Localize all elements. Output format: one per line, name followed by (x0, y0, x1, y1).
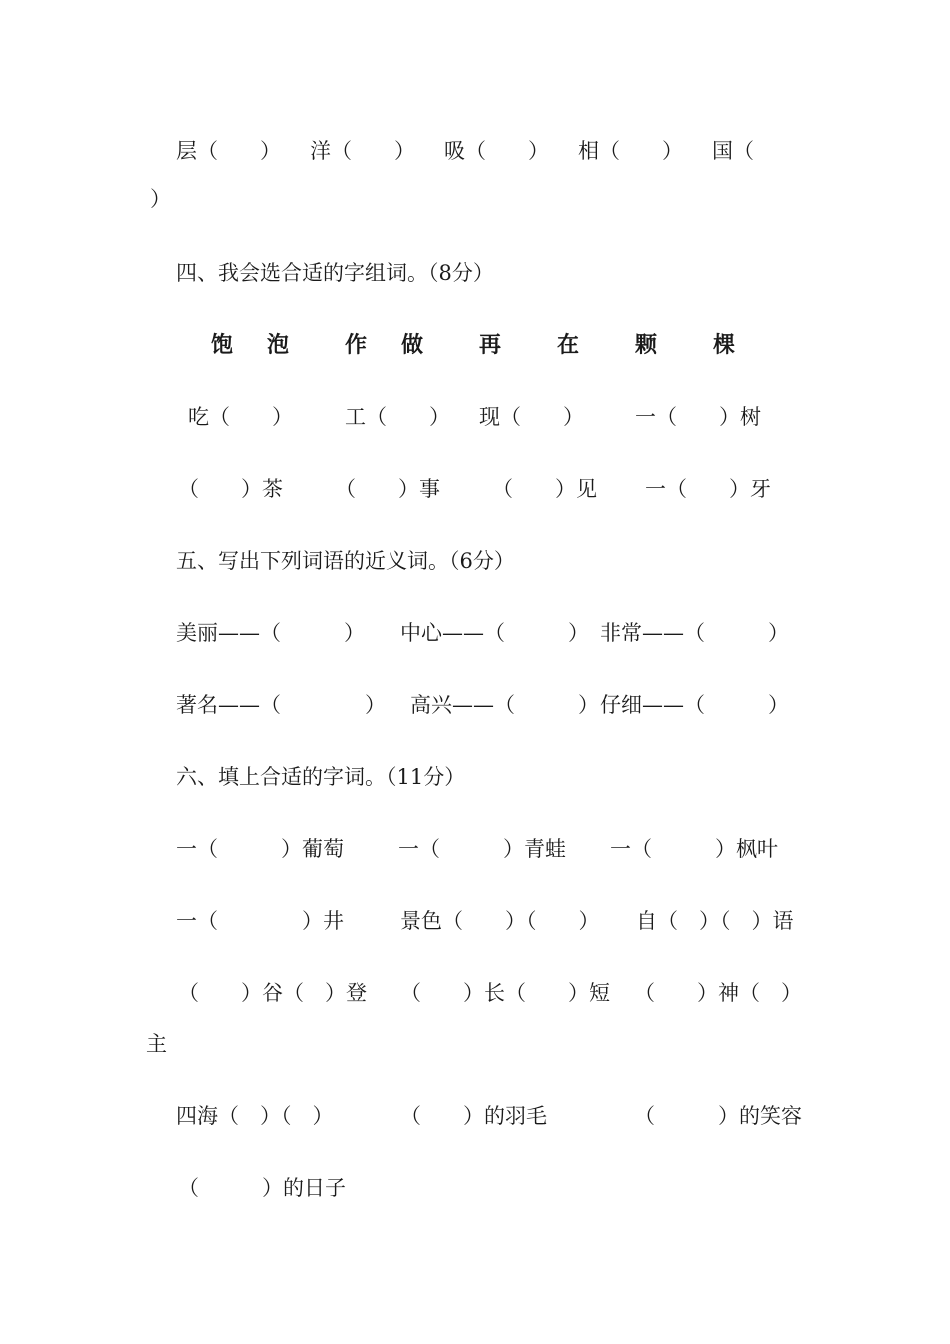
synonym-item: 非常——（ ） (600, 621, 789, 645)
blank-item: （ ）茶 (178, 477, 283, 501)
fill-item: （ ）的羽毛 (400, 1104, 547, 1128)
blank-item: 现（ ） (479, 405, 584, 429)
fill-item: 景色（ ）（ ） (400, 909, 600, 933)
blank-item: 一（ ）树 (635, 405, 761, 429)
fill-item: 主 (146, 1032, 167, 1056)
fill-item: （ ）谷（ ）登 (178, 981, 367, 1005)
fill-item: （ ）长（ ）短 (400, 981, 610, 1005)
char-option: 再 (479, 332, 502, 358)
char-option: 棵 (713, 332, 736, 358)
fill-item: 四海（ ）（ ） (176, 1104, 334, 1128)
blank-item: 层（ ） (176, 139, 281, 163)
section-heading: 四、我会选合适的字组词。（8分） (176, 261, 494, 285)
fill-item: （ ）的日子 (178, 1176, 346, 1200)
char-option: 作 (345, 332, 368, 358)
fill-item: 一（ ）枫叶 (610, 837, 778, 861)
fill-item: 自（ ）（ ）语 (636, 909, 794, 933)
blank-item: ） (150, 187, 171, 211)
char-option: 在 (557, 332, 580, 358)
blank-item: 吃（ ） (188, 405, 293, 429)
blank-item: 工（ ） (345, 405, 450, 429)
fill-item: 一（ ）葡萄 (176, 837, 344, 861)
blank-item: 洋（ ） (310, 139, 415, 163)
char-option: 饱 (211, 332, 234, 358)
synonym-item: 著名——（ ） (176, 693, 386, 717)
synonym-item: 中心——（ ） (400, 621, 589, 645)
blank-item: 国（ (712, 139, 754, 163)
synonym-item: 高兴——（ ） (410, 693, 599, 717)
fill-item: 一（ ）井 (176, 909, 344, 933)
synonym-item: 美丽——（ ） (176, 621, 365, 645)
char-option: 泡 (267, 332, 290, 358)
blank-item: 吸（ ） (444, 139, 549, 163)
fill-item: 一（ ）青蛙 (398, 837, 566, 861)
char-option: 做 (401, 332, 424, 358)
fill-item: （ ）神（ ） (634, 981, 802, 1005)
synonym-item: 仔细——（ ） (600, 693, 789, 717)
blank-item: 一（ ）牙 (645, 477, 771, 501)
section-heading: 五、写出下列词语的近义词。（6分） (176, 549, 515, 573)
section-heading: 六、填上合适的字词。（11分） (176, 765, 466, 789)
fill-item: （ ）的笑容 (634, 1104, 802, 1128)
blank-item: （ ）事 (335, 477, 440, 501)
blank-item: 相（ ） (578, 139, 683, 163)
char-option: 颗 (635, 332, 658, 358)
blank-item: （ ）见 (492, 477, 597, 501)
